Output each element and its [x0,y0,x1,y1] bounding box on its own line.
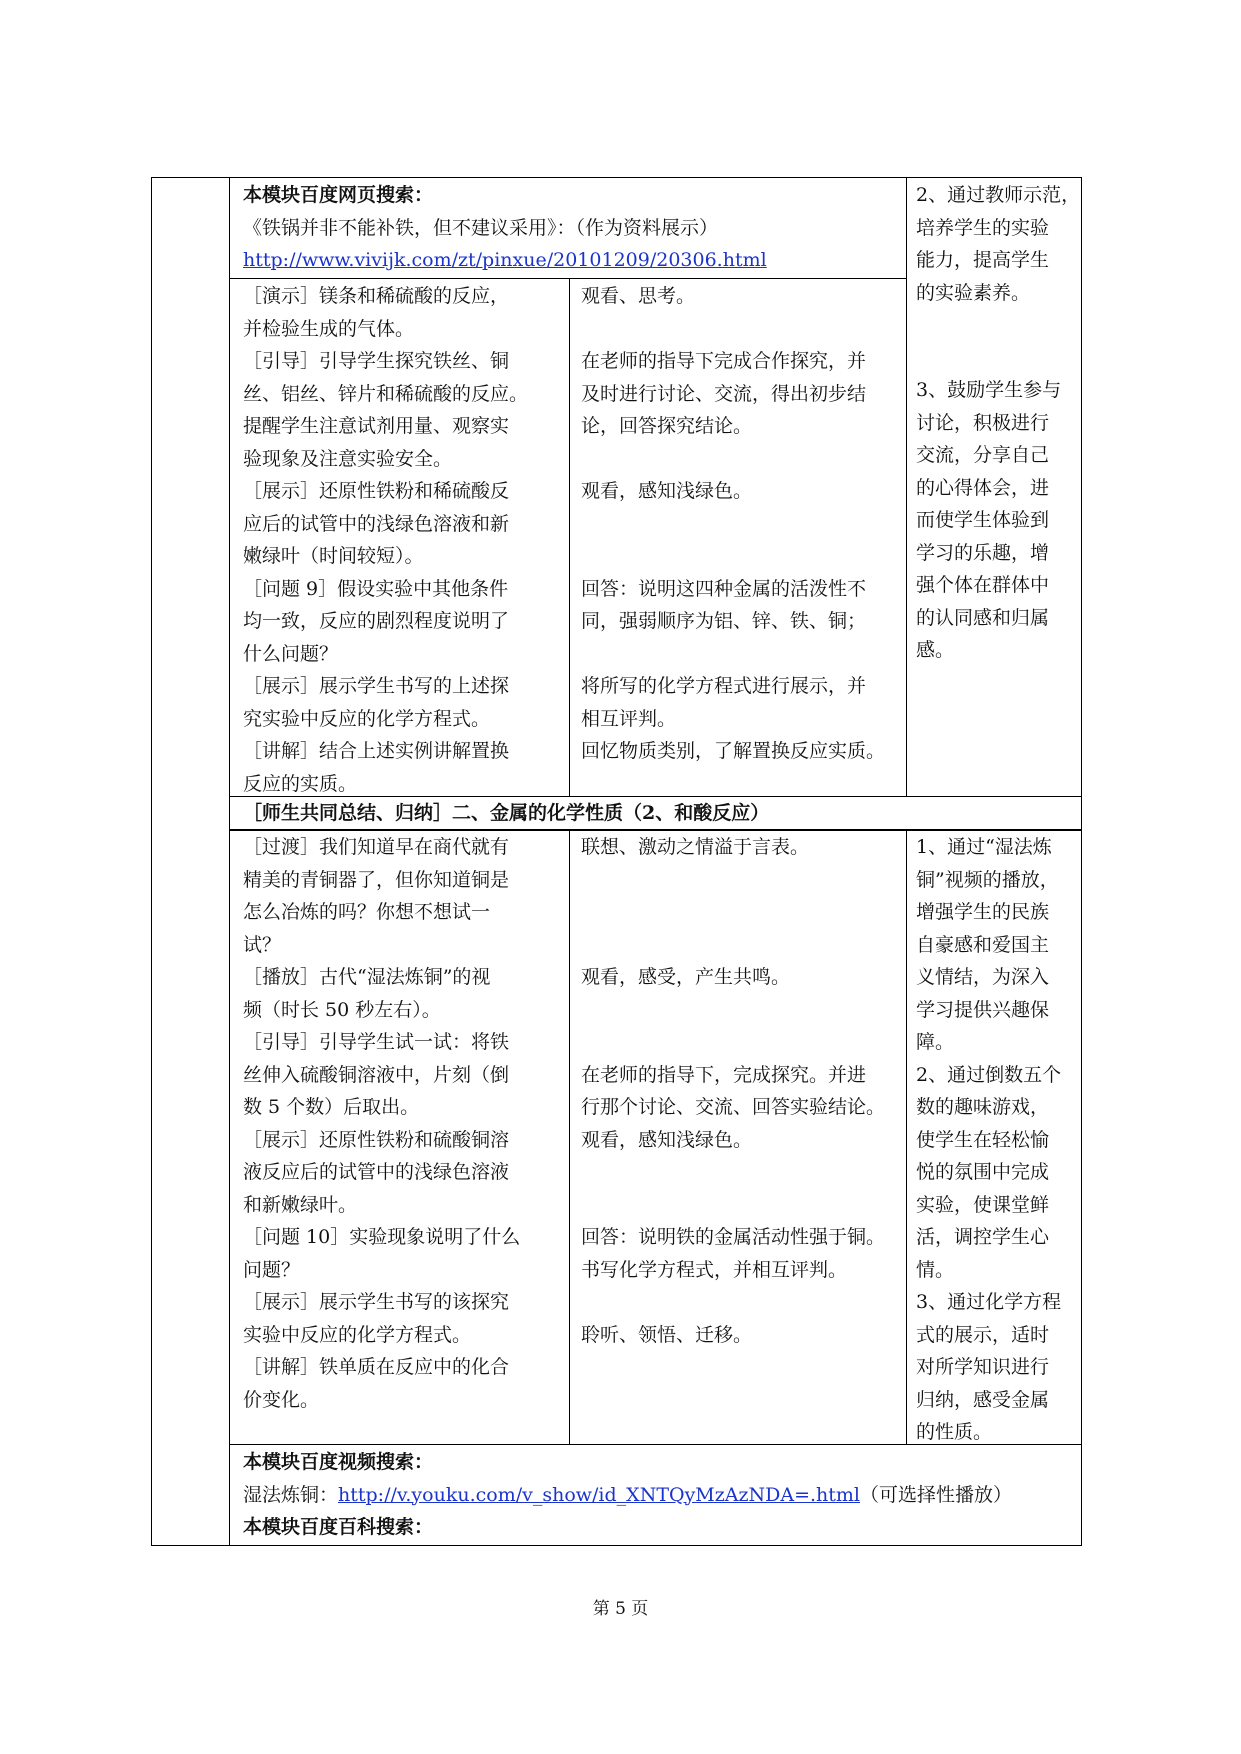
section2-teacher-line: 和新嫩绿叶。 [243,1193,358,1216]
section1-teacher-line: 均一致，反应的剧烈程度说明了 [243,610,510,632]
section1-intent-line: 2、通过教师示范， [916,184,1081,206]
baidu-video-search-block [243,1446,1073,1544]
section1-teacher-line: 应后的试管中的浅绿色溶液和新 [243,512,510,535]
section2-intent-line: 障。 [916,1031,955,1053]
section1-intent-line: 能力，提高学生 [916,249,1050,271]
baidu-video-link[interactable]: http://v.youku.com/v_show/id_XNTQyMzAzNDA=.html [338,1483,861,1506]
section1-intent-line: 培养学生的实验 [916,216,1050,239]
section2-intent-line: 自豪感和爱国主 [916,933,1050,956]
section2-intent-line: 归纳，感受金属 [916,1388,1050,1411]
section1-student-line [581,443,905,476]
section1-student-line [581,540,905,573]
col-divider-3-upper [906,177,907,797]
section2-teacher-line: 怎么冶炼的吗？你想不想试一 [243,901,491,923]
section2-intent-line: 学习提供兴趣保 [916,998,1050,1021]
section2-student-line: 观看，感知浅绿色。 [581,1128,753,1151]
section2-teacher-line: 价变化。 [243,1388,320,1411]
section1-teacher-line: 嫩绿叶（时间较短）。 [243,545,424,567]
page-number: 第 5 页 [592,1599,649,1619]
section1-intent-line: 3、鼓励学生参与 [916,379,1062,401]
section2-intent-line: 义情结，为深入 [916,966,1050,988]
section2-teacher-line: ［问题 10］实验现象说明了什么 [243,1226,521,1248]
baidu-web-resource-title: 《铁锅并非不能补铁，但不建议采用》：（作为资料展示） [243,216,719,239]
section1-student-line: 观看、思考。 [581,285,696,307]
summary-heading: ［师生共同总结、归纳］二、金属的化学性质（2、和酸反应） [243,802,770,824]
baidu-video-search-heading: 本模块百度视频搜索： [243,1451,434,1473]
section2-intent-line: 使学生在轻松愉 [916,1128,1050,1151]
section1-intent-line: 的认同感和归属 [916,606,1050,629]
section2-student-line [581,929,905,962]
section1-student-line: 回忆物质类别，了解置换反应实质。 [581,740,886,762]
section2-teacher-line: 实验中反应的化学方程式。 [243,1323,472,1346]
section2-intent-line: 式的展示，适时 [916,1323,1050,1346]
col-divider-2-lower [569,830,570,1445]
table-top-border [151,177,1082,178]
section1-teacher-line: 什么问题？ [243,642,339,665]
section2-student-line [581,1189,905,1222]
section1-intent-line: 讨论，积极进行 [916,411,1050,434]
section1-teacher-line: ［问题 9］假设实验中其他条件 [243,577,509,600]
col-divider-3-lower [906,830,907,1445]
section2-intent-line: 1、通过“湿法炼 [916,836,1052,858]
section2-student-line: 聆听、领悟、迁移。 [581,1323,753,1346]
baidu-baike-search-heading: 本模块百度百科搜索： [243,1516,434,1538]
section1-teacher-line: 并检验生成的气体。 [243,317,415,340]
section2-teacher-line: 问题？ [243,1258,301,1281]
baidu-web-search-block [243,179,903,277]
section1-teacher-line: ［讲解］结合上述实例讲解置换 [243,740,510,762]
section2-teacher-line: ［讲解］铁单质在反应中的化合 [243,1356,510,1378]
section1-intent-line [916,309,1080,342]
section2-student-line: 在老师的指导下，完成探究。并进 [581,1063,867,1086]
section1-teacher-line: 提醒学生注意试剂用量、观察实 [243,415,510,437]
section1-teacher-line: ［演示］镁条和稀硫酸的反应， [243,285,510,307]
section2-teacher-line: ［展示］展示学生书写的该探究 [243,1291,510,1313]
section2-student-line [581,994,905,1027]
web-search-bottom-border [229,278,906,279]
section1-intent-line: 的心得体会，进 [916,476,1050,499]
col-divider-2-upper [569,278,570,797]
section1-teacher-line: 反应的实质。 [243,772,358,795]
section1-intent-line: 感。 [916,639,955,661]
section1-student-line: 同，强弱顺序为铝、锌、铁、铜； [581,610,867,632]
section1-design-intent [916,179,1080,667]
section2-teacher-line: ［播放］古代“湿法炼铜”的视 [243,966,491,988]
section1-teacher-line: 究实验中反应的化学方程式。 [243,707,491,730]
section2-teacher-line: ［引导］引导学生试一试：将铁 [243,1031,510,1053]
section2-intent-line: 3、通过化学方程 [916,1291,1062,1313]
table-right-border [1081,177,1082,1546]
col-divider-1 [229,177,230,1546]
baidu-web-search-heading: 本模块百度网页搜索： [243,184,434,206]
section2-intent-line: 情。 [916,1258,955,1281]
section1-teacher-line: 丝、铝丝、锌片和稀硫酸的反应。 [243,382,529,405]
section1-student-line: 及时进行讨论、交流，得出初步结 [581,382,867,405]
section1-student-line: 在老师的指导下完成合作探究，并 [581,350,867,372]
section1-teacher-line: ［展示］还原性铁粉和稀硫酸反 [243,480,510,502]
section1-student-line: 将所写的化学方程式进行展示，并 [581,675,867,697]
table-left-border [151,177,152,1546]
section1-teacher-line: ［引导］引导学生探究铁丝、铜 [243,350,510,372]
section2-student-line: 回答：说明铁的金属活动性强于铜。 [581,1226,886,1248]
section2-intent-line: 对所学知识进行 [916,1356,1050,1378]
baidu-video-suffix: （可选择性播放） [860,1483,1013,1506]
section1-student-activities [581,280,905,768]
section2-student-line [581,896,905,929]
baidu-web-link[interactable]: http://www.vivijk.com/zt/pinxue/20101209/20306.html [243,249,767,271]
section2-teacher-line: 精美的青铜器了，但你知道铜是 [243,868,510,891]
section2-student-activities [581,831,905,1351]
baidu-video-prefix: 湿法炼铜： [243,1483,339,1506]
section2-intent-line: 铜”视频的播放， [916,868,1059,891]
section2-student-line: 观看，感受，产生共鸣。 [581,966,791,988]
section2-teacher-activities [243,831,565,1416]
section2-intent-line: 增强学生的民族 [916,901,1050,923]
section1-teacher-line: ［展示］展示学生书写的上述探 [243,675,510,697]
section1-student-line [581,508,905,541]
section2-intent-line: 悦的氛围中完成 [916,1161,1050,1183]
section1-student-line [581,313,905,346]
section1-student-line: 论，回答探究结论。 [581,415,753,437]
section2-student-line [581,864,905,897]
section1-teacher-activities [243,280,565,800]
section2-teacher-line: 丝伸入硫酸铜溶液中，片刻（倒 [243,1063,510,1086]
section1-intent-line [916,342,1080,375]
section1-teacher-line: 验现象及注意实验安全。 [243,447,453,470]
section2-teacher-line: 试？ [243,933,282,956]
section2-teacher-line: 频（时长 50 秒左右）。 [243,998,441,1021]
table-bottom-border [151,1545,1082,1546]
section1-student-line: 观看，感知浅绿色。 [581,480,753,502]
section2-student-line: 联想、激动之情溢于言表。 [581,836,810,858]
section1-student-line [581,638,905,671]
section2-intent-line: 实验，使课堂鲜 [916,1193,1050,1216]
section2-intent-line: 活，调控学生心 [916,1226,1050,1248]
section2-teacher-line: 数 5 个数）后取出。 [243,1096,420,1118]
section2-student-line: 行那个讨论、交流、回答实验结论。 [581,1096,886,1118]
section2-teacher-line: ［过渡］我们知道早在商代就有 [243,836,510,858]
section2-intent-line: 数的趣味游戏， [916,1096,1050,1118]
section2-intent-line: 2、通过倒数五个 [916,1063,1062,1086]
section2-design-intent [916,831,1080,1449]
section1-student-line: 相互评判。 [581,707,677,730]
section2-student-line [581,1156,905,1189]
section1-intent-line: 强个体在群体中 [916,574,1050,596]
section2-student-line [581,1286,905,1319]
section2-intent-line: 的性质。 [916,1421,993,1443]
section1-intent-line: 而使学生体验到 [916,509,1050,531]
section2-student-line: 书写化学方程式，并相互评判。 [581,1258,848,1281]
section1-intent-line: 交流，分享自己 [916,444,1050,466]
section2-student-line [581,1026,905,1059]
section1-intent-line: 的实验素养。 [916,281,1031,304]
section1-intent-line: 学习的乐趣，增 [916,541,1050,564]
section1-student-line: 回答：说明这四种金属的活泼性不 [581,577,867,600]
section2-teacher-line: 液反应后的试管中的浅绿色溶液 [243,1161,510,1183]
section2-teacher-line: ［展示］还原性铁粉和硫酸铜溶 [243,1128,510,1151]
